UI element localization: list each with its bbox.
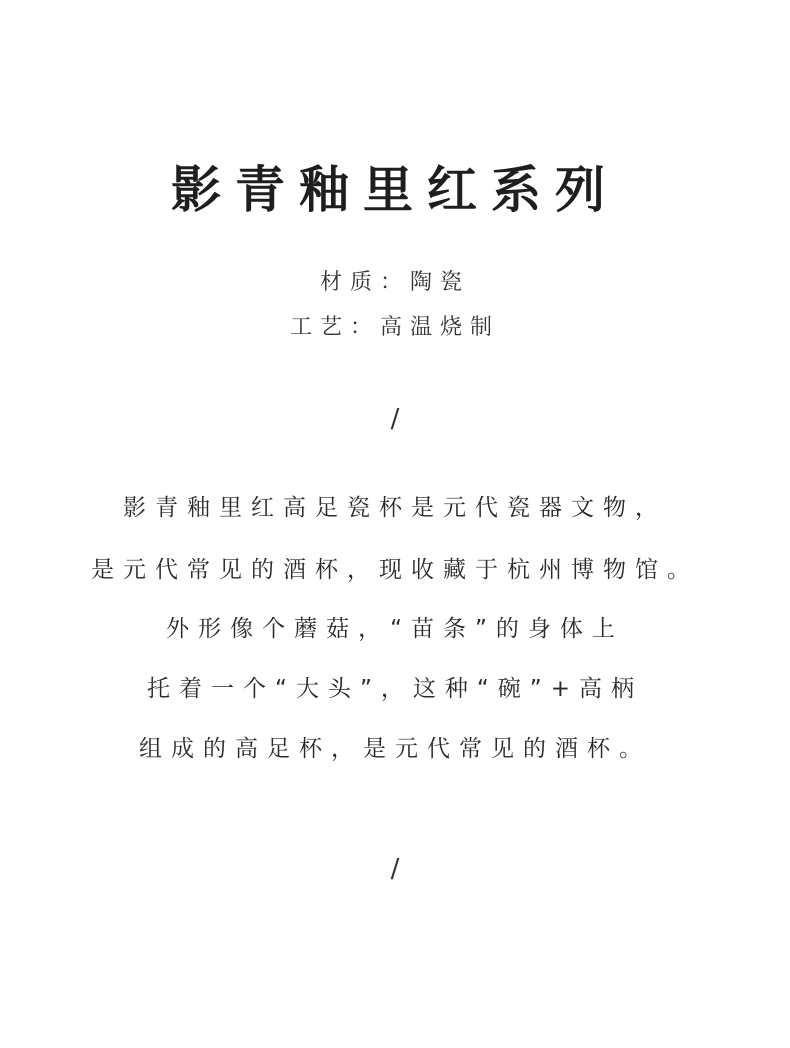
description-line: 组成的高足杯，是元代常见的酒杯。: [139, 736, 651, 762]
description-line: 托着一个“大头”，这种“碗”+高柄: [147, 676, 643, 702]
description-line: 是元代常见的酒杯，现收藏于杭州博物馆。: [91, 557, 699, 583]
page-title: 影青釉里红系列: [171, 160, 619, 219]
divider-slash: /: [390, 404, 400, 434]
craft-spec: 工艺：高温烧制: [289, 315, 500, 340]
material-spec: 材质：陶瓷: [319, 270, 470, 295]
description-line: 影青釉里红高足瓷杯是元代瓷器文物，: [123, 495, 667, 521]
divider-slash: /: [390, 854, 400, 884]
description-line: 外形像个蘑菇，“苗条”的身体上: [166, 616, 624, 642]
